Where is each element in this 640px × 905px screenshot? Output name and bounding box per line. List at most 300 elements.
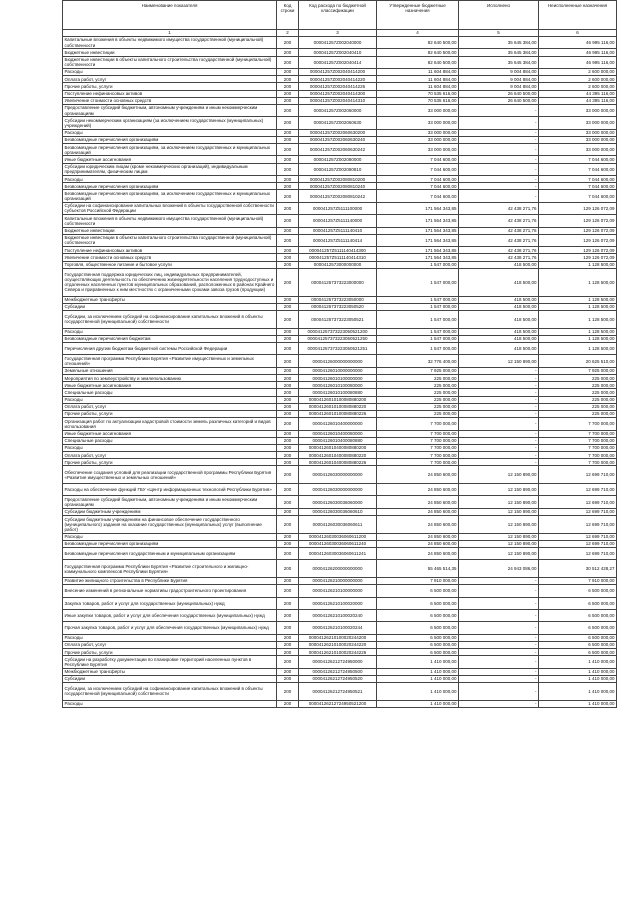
column-number: 4	[377, 30, 459, 37]
table-row	[63, 215, 617, 227]
table-row	[63, 452, 617, 459]
table-row	[63, 389, 617, 396]
row-line-code: 200	[277, 585, 299, 597]
row-name: Оплата работ, услуг	[63, 641, 277, 648]
row-executed: -	[459, 656, 539, 668]
row-remaining: 12 699 710,00	[539, 540, 617, 547]
row-name: Бюджетные инвестиции	[63, 227, 277, 234]
row-name: Расходы	[63, 444, 277, 451]
row-kbk: 00004126010000000000	[299, 367, 377, 374]
row-remaining: 46 995 116,00	[539, 49, 617, 56]
table-row	[63, 622, 617, 634]
row-line-code: 200	[277, 656, 299, 668]
row-remaining: 7 700 000,00	[539, 444, 617, 451]
row-executed: 418 500,00	[459, 335, 539, 342]
table-header-row	[63, 1, 617, 30]
row-kbk: 00004126210100020244	[299, 622, 377, 634]
row-approved: 24 850 600,00	[377, 466, 459, 484]
row-line-code: 200	[277, 403, 299, 410]
row-remaining: 7 044 600,00	[539, 176, 617, 183]
row-name: Субсидии на софинансирование капитальных вложений в объекты государственной собственности субъектов Российской Федерации	[63, 202, 277, 214]
table-row	[63, 97, 617, 104]
row-kbk: 000041257Z002060630242	[299, 144, 377, 156]
row-line-code: 200	[277, 76, 299, 83]
row-approved: 7 044 600,00	[377, 156, 459, 163]
row-approved: 7 925 000,00	[377, 367, 459, 374]
row-kbk: 00004126000000000000	[299, 355, 377, 367]
row-name: Иные бюджетные ассигнования	[63, 430, 277, 437]
table-row	[63, 335, 617, 342]
row-line-code: 200	[277, 437, 299, 444]
row-line-code: 200	[277, 396, 299, 403]
row-kbk: 00004126210100020240	[299, 609, 377, 621]
header-remaining: Неисполненные назначения	[539, 1, 617, 30]
row-executed: -	[459, 163, 539, 175]
row-line-code: 200	[277, 343, 299, 355]
row-remaining: 7 044 600,00	[539, 183, 617, 190]
table-row	[63, 675, 617, 682]
row-approved: 171 564 343,85	[377, 215, 459, 227]
row-remaining: 12 699 710,00	[539, 508, 617, 515]
row-line-code: 200	[277, 683, 299, 701]
row-line-code: 200	[277, 560, 299, 578]
row-name: Бюджетные инвестиции в объекты капитального строительства государственной (муниципальной) собственности	[63, 56, 277, 68]
row-executed: -	[459, 396, 539, 403]
table-row	[63, 90, 617, 97]
row-approved: 1 410 000,00	[377, 675, 459, 682]
table-row	[63, 683, 617, 701]
row-approved: 225 000,00	[377, 382, 459, 389]
row-executed: -	[459, 129, 539, 136]
table-row	[63, 560, 617, 578]
row-remaining: 6 500 000,00	[539, 609, 617, 621]
row-line-code: 200	[277, 156, 299, 163]
row-executed: 26 640 500,00	[459, 97, 539, 104]
table-row	[63, 176, 617, 183]
row-executed: 12 150 890,00	[459, 355, 539, 367]
row-remaining: 33 000 000,00	[539, 117, 617, 129]
row-line-code: 200	[277, 622, 299, 634]
row-name: Безвозмездные перечисления организациям	[63, 183, 277, 190]
row-kbk: 00004126210100020000	[299, 597, 377, 609]
row-remaining: 1 128 500,00	[539, 328, 617, 335]
row-executed: 35 645 384,00	[459, 49, 539, 56]
row-line-code: 200	[277, 247, 299, 254]
row-name: Государственная программа Республики Бурятия «Развитие имущественных и земельных отношений»	[63, 355, 277, 367]
table-row	[63, 578, 617, 585]
row-approved: 1 547 000,00	[377, 343, 459, 355]
row-remaining: 225 000,00	[539, 375, 617, 382]
row-remaining: 6 500 000,00	[539, 585, 617, 597]
row-remaining: 1 410 000,00	[539, 700, 617, 707]
table-row	[63, 328, 617, 335]
row-executed: -	[459, 375, 539, 382]
row-remaining: 129 126 072,09	[539, 254, 617, 261]
table-row	[63, 227, 617, 234]
table-row	[63, 104, 617, 116]
row-executed: 9 004 884,00	[459, 83, 539, 90]
table-row	[63, 540, 617, 547]
row-kbk: 000041257Z002060630	[299, 117, 377, 129]
row-kbk: 00004126010400080880200	[299, 444, 377, 451]
row-line-code: 200	[277, 548, 299, 560]
row-executed: 9 004 884,00	[459, 68, 539, 75]
table-row	[63, 261, 617, 268]
row-line-code: 200	[277, 144, 299, 156]
table-row	[63, 382, 617, 389]
row-remaining: 1 128 500,00	[539, 261, 617, 268]
row-remaining: 6 500 000,00	[539, 597, 617, 609]
row-remaining: 7 910 000,00	[539, 578, 617, 585]
row-approved: 7 044 600,00	[377, 176, 459, 183]
row-kbk: 00004126212724950000	[299, 656, 377, 668]
row-line-code: 200	[277, 261, 299, 268]
column-number: 2	[277, 30, 299, 37]
row-name: Прочие работы, услуги	[63, 649, 277, 656]
row-approved: 82 640 500,00	[377, 37, 459, 49]
row-kbk: 00004126010100080880200	[299, 396, 377, 403]
row-name: Межбюджетные трансферты	[63, 296, 277, 303]
table-row	[63, 234, 617, 246]
row-executed: -	[459, 609, 539, 621]
row-name: Оплата работ, услуг	[63, 452, 277, 459]
row-line-code: 200	[277, 668, 299, 675]
row-remaining: 33 000 000,00	[539, 129, 617, 136]
row-remaining: 12 699 710,00	[539, 484, 617, 496]
row-approved: 225 000,00	[377, 389, 459, 396]
row-executed: -	[459, 649, 539, 656]
row-approved: 33 000 000,00	[377, 117, 459, 129]
row-executed: -	[459, 104, 539, 116]
row-line-code: 200	[277, 49, 299, 56]
row-approved: 6 500 000,00	[377, 622, 459, 634]
row-kbk: 000041257373223000000	[299, 268, 377, 296]
row-kbk: 000041257Z002080000	[299, 156, 377, 163]
row-name: Перечисления другим бюджетам бюджетной системы Российской Федерации	[63, 343, 277, 355]
row-name: Расходы на обеспечение функций ГБУ «Центр информационных технологий Республики Бурятия»	[63, 484, 277, 496]
row-name: Оплата работ, услуг	[63, 403, 277, 410]
table-row	[63, 367, 617, 374]
row-remaining: 44 395 116,00	[539, 90, 617, 97]
row-kbk: 00004126010400080880220	[299, 452, 377, 459]
row-approved: 1 410 000,00	[377, 683, 459, 701]
row-line-code: 200	[277, 215, 299, 227]
row-approved: 1 547 000,00	[377, 261, 459, 268]
row-approved: 7 044 600,00	[377, 183, 459, 190]
table-row	[63, 144, 617, 156]
row-line-code: 200	[277, 68, 299, 75]
row-name: Обеспечение создания условий для реализации государственной программы Республики Бурятия «Развитие имущественных и земельных отношений»	[63, 466, 277, 484]
row-executed: 418 500,00	[459, 303, 539, 310]
row-remaining: 33 000 000,00	[539, 136, 617, 143]
table-row	[63, 508, 617, 515]
row-kbk: 000041257Z002060630200	[299, 129, 377, 136]
row-remaining: 1 128 500,00	[539, 268, 617, 296]
row-line-code: 200	[277, 484, 299, 496]
row-line-code: 200	[277, 129, 299, 136]
row-remaining: 33 000 000,00	[539, 104, 617, 116]
row-kbk: 000041257Z5111140414	[299, 234, 377, 246]
row-line-code: 200	[277, 183, 299, 190]
row-line-code: 200	[277, 444, 299, 451]
table-row	[63, 56, 617, 68]
row-approved: 225 000,00	[377, 375, 459, 382]
row-line-code: 200	[277, 382, 299, 389]
row-approved: 171 564 343,85	[377, 247, 459, 254]
row-line-code: 200	[277, 296, 299, 303]
row-name: Безвозмездные перечисления организациям, за исключением государственных и муниципальных организаций	[63, 190, 277, 202]
row-executed: 12 150 890,00	[459, 484, 539, 496]
row-kbk: 00004126210100020244226	[299, 649, 377, 656]
row-line-code: 200	[277, 136, 299, 143]
row-line-code: 200	[277, 641, 299, 648]
row-executed: -	[459, 641, 539, 648]
header-name: Наименование показателя	[63, 1, 277, 30]
row-line-code: 200	[277, 303, 299, 310]
row-kbk: 00004126010400080000	[299, 430, 377, 437]
table-row	[63, 418, 617, 430]
row-kbk: 00004126200000000000	[299, 560, 377, 578]
row-approved: 6 500 000,00	[377, 597, 459, 609]
row-approved: 225 000,00	[377, 403, 459, 410]
table-row	[63, 466, 617, 484]
table-row	[63, 163, 617, 175]
row-approved: 11 604 884,00	[377, 68, 459, 75]
row-kbk: 00004126212724950520	[299, 675, 377, 682]
table-row	[63, 254, 617, 261]
row-line-code: 200	[277, 430, 299, 437]
row-kbk: 000041257Z002040414	[299, 56, 377, 68]
row-name: Субсидии юридическим лицам (кроме некоммерческих организаций), индивидуальным предпринимателям, физическим лицам	[63, 163, 277, 175]
row-executed: -	[459, 144, 539, 156]
row-remaining: 225 000,00	[539, 403, 617, 410]
row-kbk: 000041257Z002080810240	[299, 183, 377, 190]
row-executed: -	[459, 176, 539, 183]
row-name: Субсидии на разработку документации по планировке территорий населенных пунктов в Республике Бурятия	[63, 656, 277, 668]
row-approved: 7 700 000,00	[377, 459, 459, 466]
row-name: Бюджетные инвестиции	[63, 49, 277, 56]
row-kbk: 000041257Z002080810	[299, 163, 377, 175]
row-name: Внесение изменений в региональные нормативы градостроительного проектирования	[63, 585, 277, 597]
row-approved: 6 500 000,00	[377, 634, 459, 641]
row-executed: -	[459, 459, 539, 466]
row-kbk: 00004126010100080880220	[299, 403, 377, 410]
table-row	[63, 459, 617, 466]
row-executed: 418 500,00	[459, 261, 539, 268]
row-name: Расходы	[63, 176, 277, 183]
row-name: Расходы	[63, 396, 277, 403]
row-kbk: 00004126030036060000	[299, 496, 377, 508]
row-remaining: 20 625 510,00	[539, 355, 617, 367]
row-approved: 33 000 000,00	[377, 136, 459, 143]
row-kbk: 000041257Z5111140000	[299, 215, 377, 227]
row-kbk: 00004126030000000000	[299, 484, 377, 496]
row-approved: 1 410 000,00	[377, 668, 459, 675]
row-kbk: 000041257Z002040000	[299, 37, 377, 49]
row-remaining: 1 410 000,00	[539, 668, 617, 675]
row-approved: 6 500 000,00	[377, 585, 459, 597]
table-row	[63, 484, 617, 496]
row-executed: 42 438 271,76	[459, 202, 539, 214]
row-approved: 225 000,00	[377, 410, 459, 417]
row-remaining: 7 700 000,00	[539, 452, 617, 459]
row-kbk: 000041257Z002060630240	[299, 136, 377, 143]
row-approved: 7 044 600,00	[377, 163, 459, 175]
row-line-code: 200	[277, 104, 299, 116]
row-line-code: 200	[277, 56, 299, 68]
table-body	[63, 37, 617, 708]
row-approved: 171 564 343,85	[377, 227, 459, 234]
row-approved: 33 000 000,00	[377, 144, 459, 156]
row-name: Государственная программа Республики Бурятия «Развитие строительного и жилищно-коммунального комплексов Республики Бурятия»	[63, 560, 277, 578]
row-name: Поступление нефинансовых активов	[63, 90, 277, 97]
table-row	[63, 641, 617, 648]
row-approved: 1 547 000,00	[377, 335, 459, 342]
row-line-code: 200	[277, 540, 299, 547]
row-kbk: 00004126030036060611200	[299, 533, 377, 540]
row-executed: -	[459, 382, 539, 389]
row-executed: 42 438 271,76	[459, 254, 539, 261]
table-row	[63, 296, 617, 303]
row-remaining: 7 700 000,00	[539, 459, 617, 466]
row-name: Субсидии, за исключением субсидий на софинансирование капитальных вложений в объекты государственной (муниципальной) собственности	[63, 311, 277, 329]
row-line-code: 200	[277, 83, 299, 90]
column-number-row	[63, 30, 617, 37]
column-number: 1	[63, 30, 277, 37]
row-executed: 418 500,00	[459, 328, 539, 335]
row-line-code: 200	[277, 597, 299, 609]
row-remaining: 6 500 000,00	[539, 641, 617, 648]
row-remaining: 7 700 000,00	[539, 418, 617, 430]
row-remaining: 12 699 710,00	[539, 533, 617, 540]
row-name: Предоставление субсидий бюджетным, автономным учреждениям и иным некоммерческим организациям	[63, 104, 277, 116]
row-executed: -	[459, 418, 539, 430]
row-kbk: 000041257Z002080810200	[299, 176, 377, 183]
row-executed: -	[459, 585, 539, 597]
row-approved: 24 850 600,00	[377, 533, 459, 540]
row-remaining: 225 000,00	[539, 410, 617, 417]
row-name: Прочая закупка товаров, работ и услуг для обеспечения государственных (муниципальных) нужд	[63, 622, 277, 634]
row-approved: 70 535 616,00	[377, 97, 459, 104]
row-approved: 82 640 500,00	[377, 56, 459, 68]
row-name: Иные закупки товаров, работ и услуг для обеспечения государственных (муниципальных) нужд	[63, 609, 277, 621]
table-row	[63, 311, 617, 329]
row-name: Специальные расходы	[63, 437, 277, 444]
table-row	[63, 496, 617, 508]
row-name: Безвозмездные перечисления организациям	[63, 540, 277, 547]
row-executed: 35 645 384,00	[459, 37, 539, 49]
row-kbk: 00004126030036060611241	[299, 548, 377, 560]
row-remaining: 33 000 000,00	[539, 144, 617, 156]
row-remaining: 12 699 710,00	[539, 516, 617, 534]
row-name: Расходы	[63, 68, 277, 75]
row-name: Прочие работы, услуги	[63, 459, 277, 466]
row-approved: 6 500 000,00	[377, 641, 459, 648]
row-approved: 32 776 400,00	[377, 355, 459, 367]
row-approved: 33 000 000,00	[377, 104, 459, 116]
row-approved: 7 700 000,00	[377, 452, 459, 459]
row-name: Увеличение стоимости основных средств	[63, 254, 277, 261]
row-remaining: 2 600 000,00	[539, 83, 617, 90]
row-line-code: 200	[277, 190, 299, 202]
row-name: Расходы	[63, 328, 277, 335]
row-executed: 12 150 890,00	[459, 540, 539, 547]
row-executed: 418 500,00	[459, 343, 539, 355]
row-name: Субсидии, за исключением субсидий на софинансирование капитальных вложений в объекты государственной (муниципальной) собственности	[63, 683, 277, 701]
table-row	[63, 609, 617, 621]
row-approved: 6 500 000,00	[377, 609, 459, 621]
row-kbk: 000041257Z5111100000	[299, 202, 377, 214]
row-kbk: 00004126030036060611	[299, 516, 377, 534]
header-executed: Исполнено	[459, 1, 539, 30]
row-line-code: 200	[277, 367, 299, 374]
row-approved: 24 850 600,00	[377, 496, 459, 508]
row-executed: 12 150 890,00	[459, 548, 539, 560]
row-name: Оплата работ, услуг	[63, 76, 277, 83]
row-remaining: 6 500 000,00	[539, 622, 617, 634]
row-approved: 7 044 600,00	[377, 190, 459, 202]
row-kbk: 00004126010400000000	[299, 418, 377, 430]
table-row	[63, 183, 617, 190]
row-kbk: 00004126210100000000	[299, 585, 377, 597]
row-name: Расходы	[63, 129, 277, 136]
row-executed: 12 150 890,00	[459, 516, 539, 534]
table-row	[63, 117, 617, 129]
row-remaining: 12 699 710,00	[539, 548, 617, 560]
row-kbk: 000041257Z002040414220	[299, 76, 377, 83]
table-row	[63, 247, 617, 254]
row-line-code: 200	[277, 675, 299, 682]
row-line-code: 200	[277, 578, 299, 585]
row-remaining: 1 128 500,00	[539, 343, 617, 355]
table-row	[63, 375, 617, 382]
row-executed: 35 645 384,00	[459, 56, 539, 68]
row-remaining: 7 925 000,00	[539, 367, 617, 374]
row-name: Капитальные вложения в объекты недвижимого имущества государственной (муниципальной) собственности	[63, 37, 277, 49]
row-line-code: 200	[277, 418, 299, 430]
row-executed: -	[459, 683, 539, 701]
row-remaining: 225 000,00	[539, 382, 617, 389]
row-name: Безвозмездные перечисления государственным и муниципальным организациям	[63, 548, 277, 560]
row-kbk: 00004126030036060610	[299, 508, 377, 515]
row-name: Специальные расходы	[63, 389, 277, 396]
row-approved: 1 410 000,00	[377, 700, 459, 707]
row-kbk: 000041257Z5111140410	[299, 227, 377, 234]
row-name: Организация работ по актуализации кадастровой стоимости земель различных категорий и видов использования	[63, 418, 277, 430]
row-executed: -	[459, 622, 539, 634]
row-kbk: 000041257Z002080810242	[299, 190, 377, 202]
row-line-code: 200	[277, 163, 299, 175]
table-row	[63, 68, 617, 75]
row-executed: -	[459, 675, 539, 682]
row-name: Прочие работы, услуги	[63, 410, 277, 417]
row-line-code: 200	[277, 37, 299, 49]
row-remaining: 1 128 500,00	[539, 303, 617, 310]
row-executed: -	[459, 190, 539, 202]
row-kbk: 00004126030000000000	[299, 466, 377, 484]
row-kbk: 00004126010100080880	[299, 389, 377, 396]
row-remaining: 6 500 000,00	[539, 634, 617, 641]
row-name: Государственная поддержка юридических лиц, индивидуальных предпринимателей, осуществляющих деятельность по обеспечению жизнедеятельности населения труднодоступных и отдаленных населенных пунктов муниципальных образований, расположенных в районах Крайнего Севера и приравненных к ним местностях с ограниченными сроками завоза грузов (продукции)	[63, 268, 277, 296]
row-executed: 12 150 890,00	[459, 533, 539, 540]
row-name: Расходы	[63, 533, 277, 540]
row-remaining: 7 044 600,00	[539, 190, 617, 202]
row-remaining: 129 126 072,09	[539, 234, 617, 246]
row-kbk: 000041257Z002060000	[299, 104, 377, 116]
row-approved: 70 535 616,00	[377, 90, 459, 97]
row-remaining: 129 126 072,09	[539, 202, 617, 214]
column-number: 6	[539, 30, 617, 37]
